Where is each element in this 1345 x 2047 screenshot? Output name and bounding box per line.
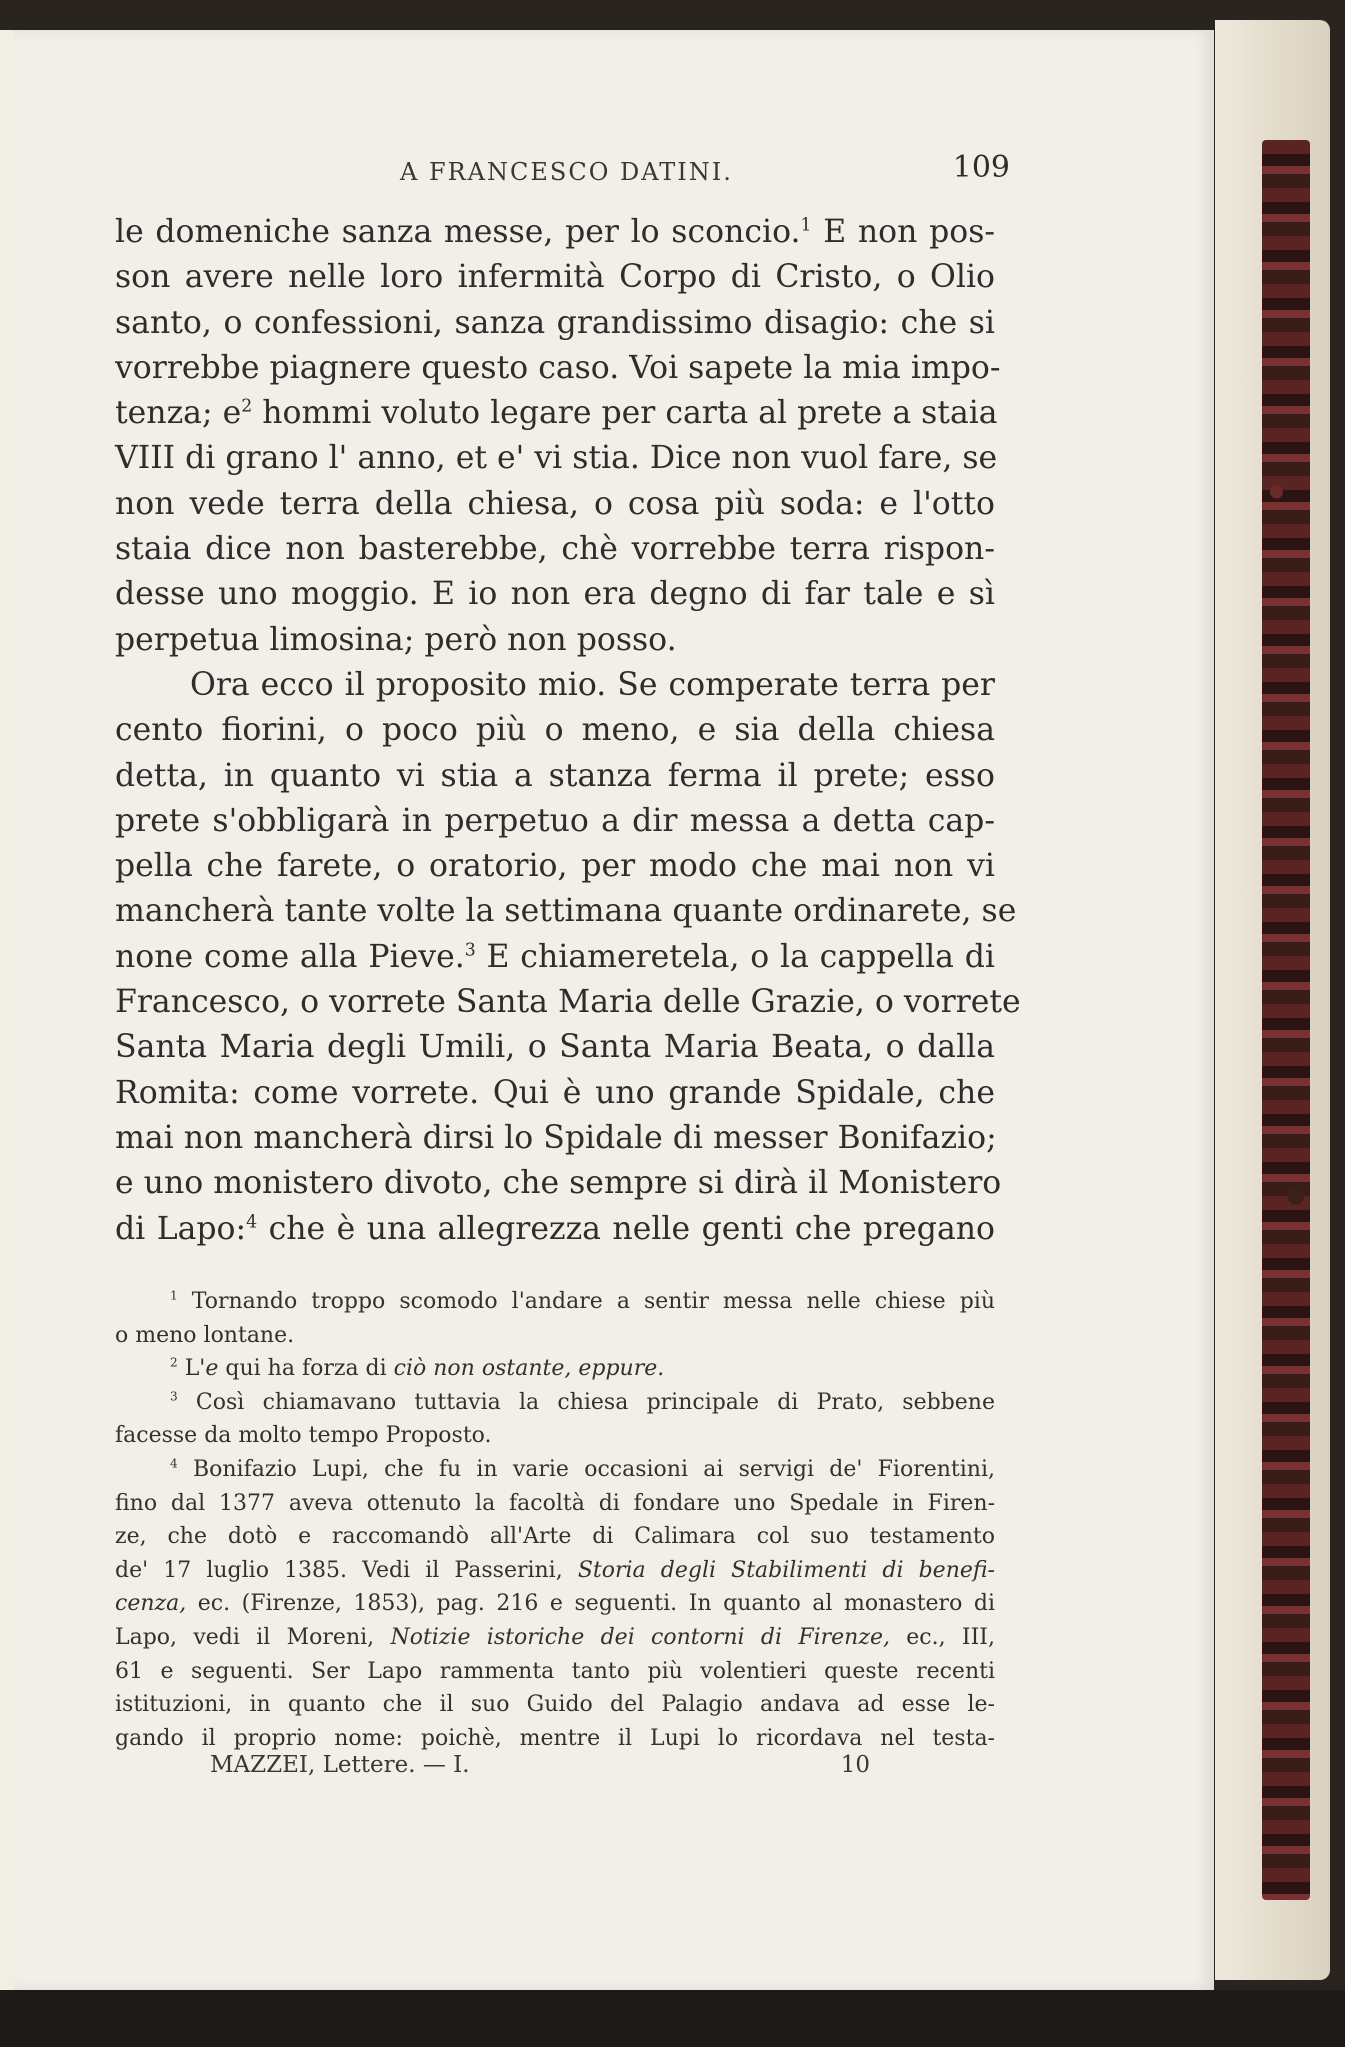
text-line: mancherà tante volte la settimana quante ordinarete, se: [115, 893, 1017, 930]
footnote-4-line: istituzioni, in quanto che il suo Guido del Palagio andava ad esse le-: [115, 1692, 995, 1718]
footnote-1-cont: o meno lontane.: [115, 1322, 295, 1348]
text-line: vorrebbe piagnere questo caso. Voi sapete la mia impo-: [115, 349, 1001, 386]
footnote-4-line: cenza, ec. (Firenze, 1853), pag. 216 e seguenti. In quanto al monastero di: [115, 1591, 995, 1617]
footnote-4-line: 61 e seguenti. Ser Lapo rammenta tanto più volentieri queste recenti: [115, 1658, 995, 1684]
footnote-4-line: ze, che dotò e raccomandò all'Arte di Calimara col suo testamento: [115, 1524, 995, 1550]
footnote-4-line: de' 17 luglio 1385. Vedi il Passerini, Storia degli Stabilimenti di benefi-: [115, 1557, 995, 1583]
page-header: [400, 118, 1010, 186]
marbled-edge: [1262, 140, 1310, 1900]
text-line: none come alla Pieve.$^3$ E chiameretela, o la cappella di: [115, 938, 995, 975]
footnote-ref: 4: [246, 1212, 258, 1233]
footnote-4-line: Lapo, vedi il Moreni, Notizie istoriche dei contorni di Firenze, ec., III,: [115, 1624, 995, 1650]
footnote-3-cont: facesse da molto tempo Proposto.: [115, 1423, 492, 1449]
text-line: perpetua limosina; però non posso.: [115, 621, 677, 658]
text-line: tenza; $e^2$ hommi voluto legare per carta al prete a staia: [115, 395, 998, 432]
text-line: Romita: come vorrete. Qui è uno grande Spidale, che: [115, 1074, 995, 1111]
text-line: pella che farete, o oratorio, per modo che mai non vi: [115, 848, 995, 885]
text-line: desse uno moggio. E io non era degno di far tale e sì: [115, 576, 995, 613]
text-line: Ora ecco il proposito mio. Se comperate terra per: [190, 666, 995, 703]
text-line: le domeniche sanza messe, per lo sconcio.$^1$ E non pos-: [115, 214, 996, 250]
signature-title: MAZZEI, Lettere. — I.: [210, 1752, 470, 1778]
footnote-4: $^4$ Bonifazio Lupi, che fu in varie occasioni ai servigi de' Fiorentini,: [170, 1456, 995, 1482]
footnotes: [115, 1285, 995, 1755]
text-line: di Lapo:$^4$ che è una allegrezza nelle genti che pregano: [115, 1210, 995, 1247]
text-line: santo, o confessioni, sanza grandissimo disagio: che si: [115, 304, 995, 341]
footnote-4-line: gando il proprio nome: poichè, mentre il Lupi lo ricordava nel testa-: [115, 1725, 995, 1751]
text-line: VIII di grano l' anno, et e' vi stia. Dice non vuol fare, se: [115, 440, 998, 477]
text-line: detta, in quanto vi stia a stanza ferma il prete; esso: [115, 757, 995, 794]
footnote-ref: 2: [241, 396, 253, 417]
text-line: prete s'obbligarà in perpetuo a dir messa a detta cap-: [115, 802, 995, 839]
text-line: e uno monistero divoto, che sempre si dirà il Monistero: [115, 1165, 1002, 1202]
table-surface: [0, 1990, 1345, 2047]
footnote-2: $^2$ L'e qui ha forza di ciò non ostante, eppure.: [170, 1355, 665, 1382]
footnote-ref: 1: [800, 215, 812, 236]
text-line: staia dice non basterebbe, chè vorrebbe terra rispon-: [115, 531, 995, 568]
running-title: A FRANCESCO DATINI.: [400, 158, 733, 186]
footnote-ref: 3: [464, 940, 476, 961]
text-line: Francesco, o vorrete Santa Maria delle Grazie, o vorrete: [115, 984, 1021, 1021]
text-line: cento fiorini, o poco più o meno, e sia della chiesa: [115, 712, 995, 749]
signature-number: 10: [840, 1752, 870, 1778]
footnote-3: $^3$ Così chiamavano tuttavia la chiesa principale di Prato, sebbene: [170, 1389, 995, 1415]
main-text: [115, 210, 1021, 1252]
footnote-1: $^1$ Tornando troppo scomodo l'andare a sentir messa nelle chiese più: [170, 1288, 995, 1314]
text-line: non vede terra della chiesa, o cosa più soda: e l'otto: [115, 485, 995, 522]
facing-page-edge: [0, 30, 14, 1990]
page-number: 109: [952, 150, 1010, 185]
text-line: Santa Maria degli Umili, o Santa Maria Beata, o dalla: [115, 1029, 995, 1066]
text-line: son avere nelle loro infermità Corpo di Cristo, o Olio: [115, 259, 995, 296]
text-line: mai non mancherà dirsi lo Spidale di messer Bonifazio;: [115, 1119, 997, 1156]
footnote-4-line: fino dal 1377 aveva ottenuto la facoltà di fondare uno Spedale in Firen-: [115, 1490, 995, 1516]
